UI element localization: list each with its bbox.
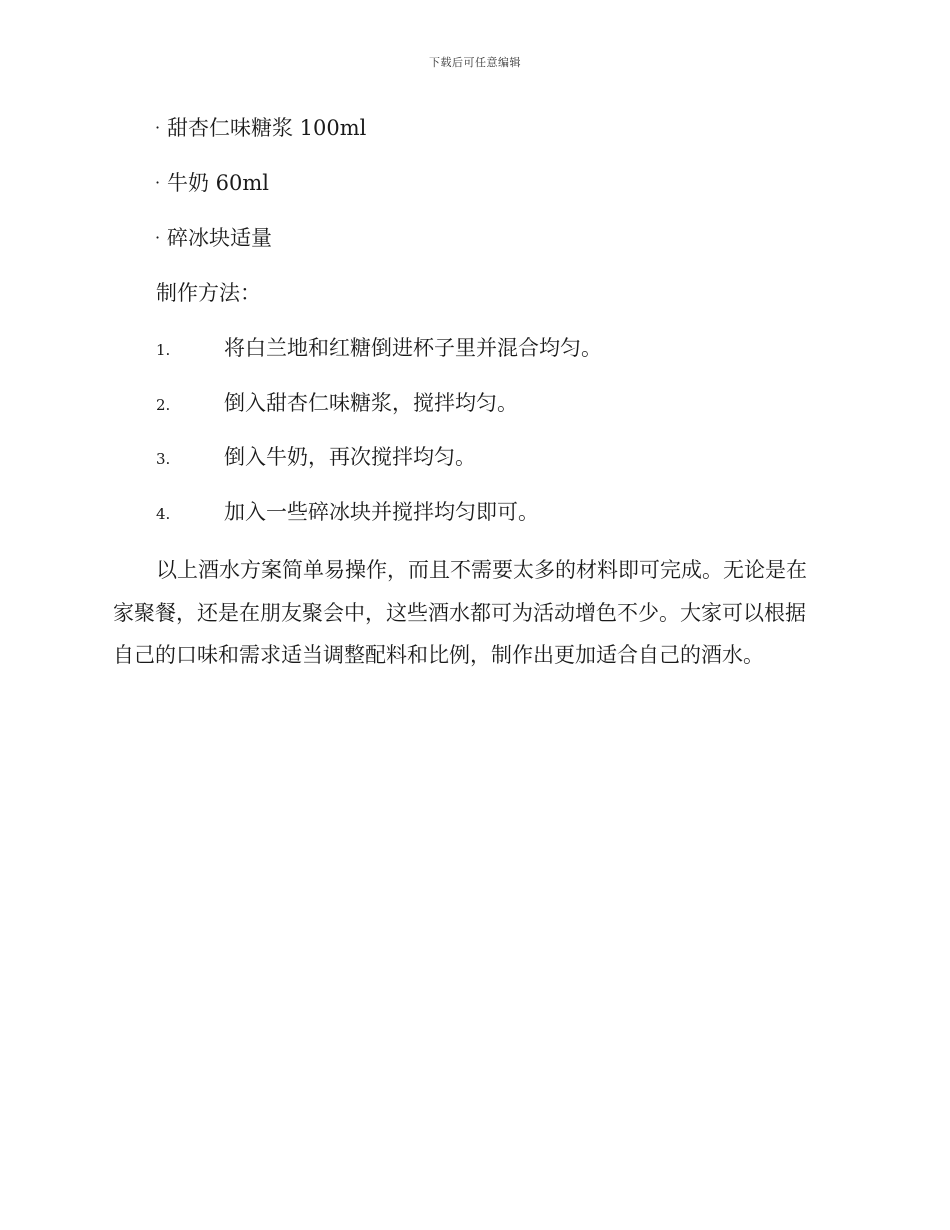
- paragraph-line: 家聚餐，还是在朋友聚会中，这些酒水都可为活动增色不少。大家可以根据: [113, 600, 806, 625]
- method-step: [156, 498, 539, 528]
- ingredient-item: [155, 224, 272, 252]
- step-text: 倒入牛奶，再次搅拌均匀。: [224, 445, 476, 469]
- method-step: [156, 443, 476, 473]
- ingredient-item: [155, 169, 269, 197]
- step-number: 3.: [156, 450, 171, 468]
- bullet-icon: ·: [155, 228, 161, 247]
- ingredient-text: 碎冰块适量: [167, 226, 272, 250]
- bullet-icon: ·: [155, 173, 161, 192]
- paragraph-line: 以上酒水方案简单易操作，而且不需要太多的材料即可完成。无论是在: [156, 558, 807, 582]
- page-header: 下载后可任意编辑: [429, 56, 521, 69]
- step-text: 将白兰地和红糖倒进杯子里并混合均匀。: [224, 336, 602, 360]
- paragraph-line: 自己的口味和需求适当调整配料和比例，制作出更加适合自己的酒水。: [113, 643, 764, 667]
- bullet-icon: ·: [155, 118, 161, 137]
- ingredient-item: [155, 114, 366, 142]
- step-number: 1.: [156, 341, 171, 359]
- step-text: 倒入甜杏仁味糖浆，搅拌均匀。: [224, 391, 518, 415]
- method-heading: 制作方法：: [156, 281, 261, 305]
- step-text: 加入一些碎冰块并搅拌均匀即可。: [224, 500, 539, 524]
- ingredient-text: 甜杏仁味糖浆 100ml: [167, 116, 367, 140]
- step-number: 2.: [156, 396, 171, 414]
- method-step: [156, 334, 602, 364]
- conclusion-paragraph: [113, 549, 833, 677]
- method-step: [156, 389, 518, 419]
- ingredient-text: 牛奶 60ml: [167, 171, 270, 195]
- step-number: 4.: [156, 505, 171, 523]
